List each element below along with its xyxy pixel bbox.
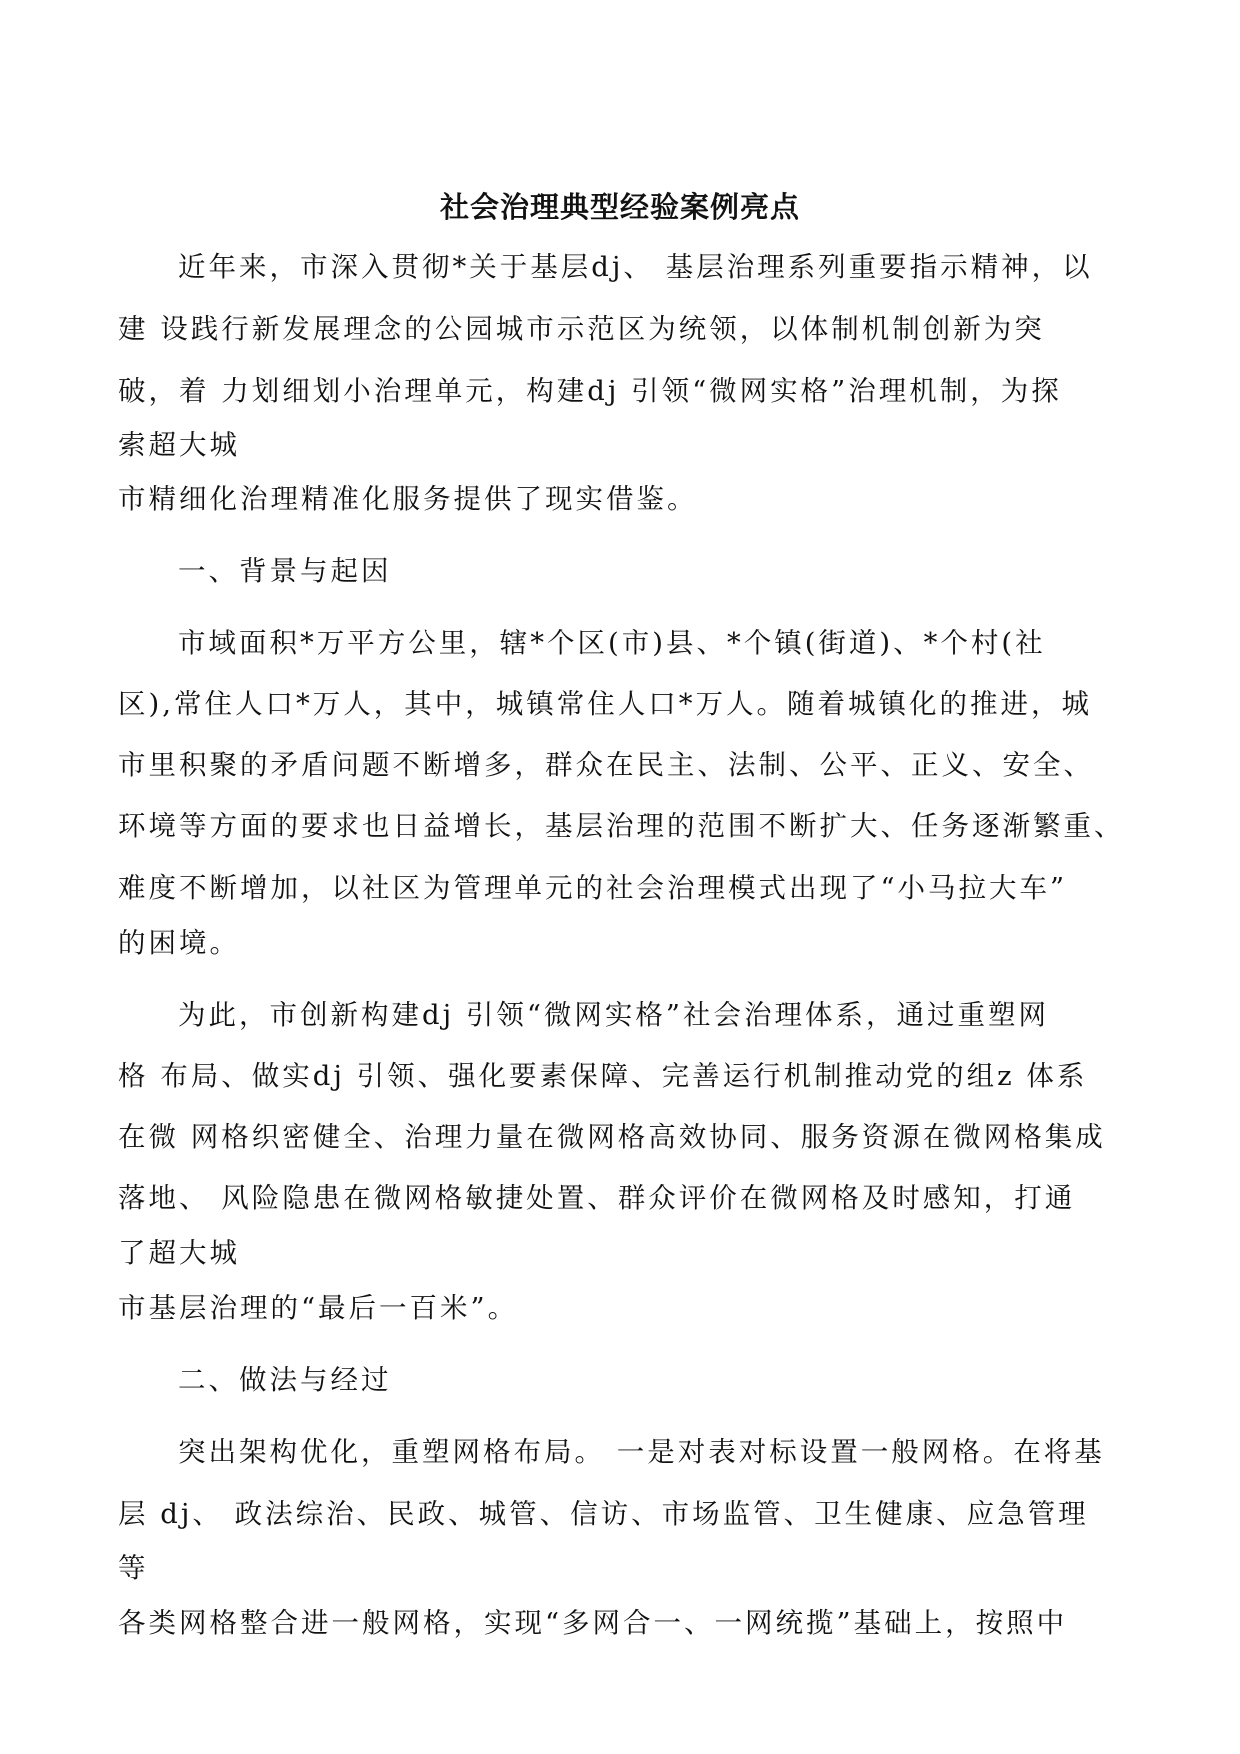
paragraph-line: 等 — [118, 1552, 149, 1584]
paragraph-line: 市精细化治理精准化服务提供了现实借鉴。 — [118, 483, 698, 515]
paragraph-line: 了超大城 — [118, 1237, 240, 1269]
paragraph-line: 难度不断增加，以社区为管理单元的社会治理模式出现了“小马拉大车” — [118, 872, 1068, 904]
section-heading: 二、做法与经过 — [178, 1364, 392, 1396]
paragraph-line: 的困境。 — [118, 927, 240, 959]
paragraph-line: 在微 网格织密健全、治理力量在微网格高效协同、服务资源在微网格集成 — [118, 1121, 1106, 1153]
paragraph-line: 索超大城 — [118, 429, 240, 461]
document-title: 社会治理典型经验案例亮点 — [439, 190, 800, 224]
paragraph-line: 建 设践行新发展理念的公园城市示范区为统领，以体制机制创新为突 — [118, 313, 1045, 345]
paragraph-line: 环境等方面的要求也日益增长，基层治理的范围不断扩大、任务逐渐繁重、 — [118, 810, 1125, 842]
paragraph-line: 市基层治理的“最后一百米”。 — [118, 1292, 519, 1324]
paragraph-line: 市里积聚的矛盾问题不断增多，群众在民主、法制、公平、正义、安全、 — [118, 749, 1094, 781]
paragraph-line: 格 布局、做实dj 引领、强化要素保障、完善运行机制推动党的组z 体系 — [118, 1060, 1088, 1092]
paragraph-line: 各类网格整合进一般网格，实现“多网合一、一网统揽”基础上，按照中 — [118, 1607, 1068, 1639]
paragraph-line: 区),常住人口*万人，其中，城镇常住人口*万人。随着城镇化的推进，城 — [118, 688, 1092, 720]
paragraph-line: 市域面积*万平方公里，辖*个区(市)县、*个镇(街道)、*个村(社 — [178, 627, 1046, 659]
paragraph-line: 近年来，市深入贯彻*关于基层dj、 基层治理系列重要指示精神，以 — [178, 251, 1093, 283]
paragraph-line: 破，着 力划细划小治理单元，构建dj 引领“微网实格”治理机制，为探 — [118, 375, 1062, 407]
paragraph-line: 层 dj、 政法综治、民政、城管、信访、市场监管、卫生健康、应急管理 — [118, 1498, 1089, 1530]
paragraph-line: 突出架构优化，重塑网格布局。 一是对表对标设置一般网格。在将基 — [178, 1436, 1105, 1468]
section-heading: 一、背景与起因 — [178, 555, 392, 587]
paragraph-line: 落地、 风险隐患在微网格敏捷处置、群众评价在微网格及时感知，打通 — [118, 1182, 1076, 1214]
paragraph-line: 为此，市创新构建dj 引领“微网实格”社会治理体系，通过重塑网 — [178, 999, 1049, 1031]
